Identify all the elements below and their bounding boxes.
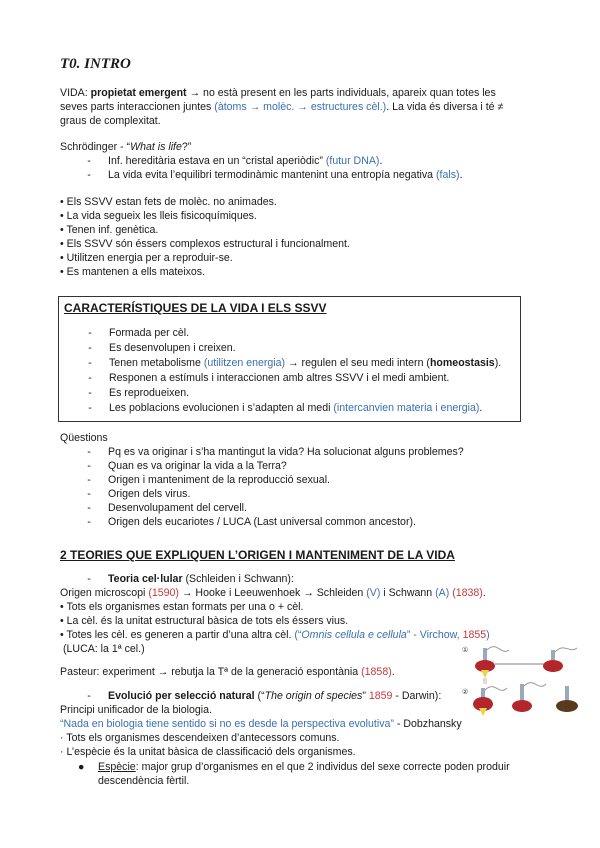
list-item: - Es desenvolupen i creixen. (88, 342, 236, 354)
bullet-item: • Utilitzen energia per a reproduir-se. (60, 252, 233, 264)
box-title: CARACTERÍSTIQUES DE LA VIDA I ELS SSVV (64, 301, 327, 315)
list-item: - Inf. hereditària estava en un “cristal aperiòdic” (futur DNA). (87, 155, 383, 167)
bullet-item: • Totes les cèl. es generen a partir d’una altra cèl. (“Omnis cellula e cellula” - Virchow, 1855) (60, 629, 490, 641)
intro-line-1: VIDA: propietat emergent → no està present en les parts individuals, apareix quan totes les (60, 87, 496, 99)
flask-icon (556, 686, 578, 712)
page-title: T0. INTRO (60, 56, 131, 72)
list-item: - Tenen metabolisme (utilitzen energia) → regulen el seu medi intern (homeostasis). (88, 357, 502, 369)
characteristics-box (58, 296, 521, 422)
bullet-item: • Tots els organismes estan formats per una o + cèl. (60, 601, 304, 613)
list-item: - Pq es va originar i s’ha mantingut la vida? Ha solucionat alguns problemes? (87, 446, 464, 458)
svg-text:①: ① (462, 646, 469, 654)
list-item: - Les poblacions evolucionen i s’adapten al medi (intercanvien materia i energia). (88, 402, 483, 414)
species-definition: ● Espècie: major grup d’organismes en el que 2 individus del sexe correcte poden produir (78, 761, 510, 773)
bullet-item: • La vida segueix les lleis fisicoquímiques. (60, 210, 257, 222)
bullet-item: • Tenen inf. genètica. (60, 224, 159, 236)
species-definition-cont: descendència fèrtil. (98, 775, 190, 787)
list-item: - Origen dels eucariotes / LUCA (Last universal common ancestor). (87, 516, 416, 528)
questions-label: Qüestions (60, 432, 108, 444)
intro-line-2: seves parts interaccionen juntes (àtoms → molèc. → estructures cèl.). La vida és diversa i té ≠ (60, 101, 504, 113)
bullet-item: • La cèl. és la unitat estructural bàsica de tots els éssers vius. (60, 615, 349, 627)
section-title: 2 TEORIES QUE EXPLIQUEN L’ORIGEN I MANTENIMENT DE LA VIDA (60, 548, 455, 562)
flask-icon (475, 647, 509, 684)
list-item: - Origen i manteniment de la reproducció sexual. (87, 474, 330, 486)
bullet-item: • Els SSVV estan fets de molèc. no animades. (60, 196, 277, 208)
origin-line: Origen microscopi (1590) → Hooke i Leeuwenhoek → Schleiden (V) i Schwann (A) (1838). (60, 587, 486, 599)
principle-line: Principi unificador de la biologia. (60, 704, 212, 716)
list-item: - Es reprodueixen. (88, 387, 190, 399)
list-item: - Responen a estímuls i interaccionen amb altres SSVV i el medi ambient. (88, 372, 450, 384)
flask-diagram (457, 642, 600, 730)
flask-icon (543, 648, 577, 672)
bullet-item: • Els SSVV són éssers complexos estructural i funcionalment. (60, 238, 350, 250)
list-item: - Formada per cèl. (88, 327, 190, 339)
flask-icon (473, 687, 507, 716)
schrodinger-heading: Schrödinger - “What is life?” (60, 141, 192, 153)
theory-heading: - Evolució per selecció natural (“The origin of species” 1859 - Darwin): (87, 690, 442, 702)
luca-note: (LUCA: la 1ª cel.) (63, 643, 145, 655)
bullet-item: • Es mantenen a ells mateixos. (60, 266, 206, 278)
pasteur-line: Pasteur: experiment → rebutja la Tª de la generació espontània (1858). (60, 666, 395, 678)
theory-heading: - Teoria cel·lular (Schleiden i Schwann): (87, 573, 294, 585)
intro-line-3: graus de complexitat. (60, 115, 161, 127)
list-item: - La vida evita l’equilibri termodinàmic mantenint una entropía negativa (fals). (87, 169, 463, 181)
quote-line: “Nada en biologia tiene sentido si no es desde la perspectiva evolutiva” - Dobzhansky (60, 718, 462, 730)
list-item: - Desenvolupament del cervell. (87, 502, 247, 514)
dot-item: · Tots els organismes descendeixen d’antecessors comuns. (60, 732, 340, 744)
flask-icon (512, 683, 546, 712)
svg-text:②: ② (462, 688, 469, 696)
list-item: - Quan es va originar la vida a la Terra? (87, 460, 287, 472)
list-item: - Origen dels virus. (87, 488, 191, 500)
dot-item: · L’espècie és la unitat bàsica de classificació dels organismes. (60, 746, 356, 758)
pasteur-experiment-figure (457, 642, 600, 730)
